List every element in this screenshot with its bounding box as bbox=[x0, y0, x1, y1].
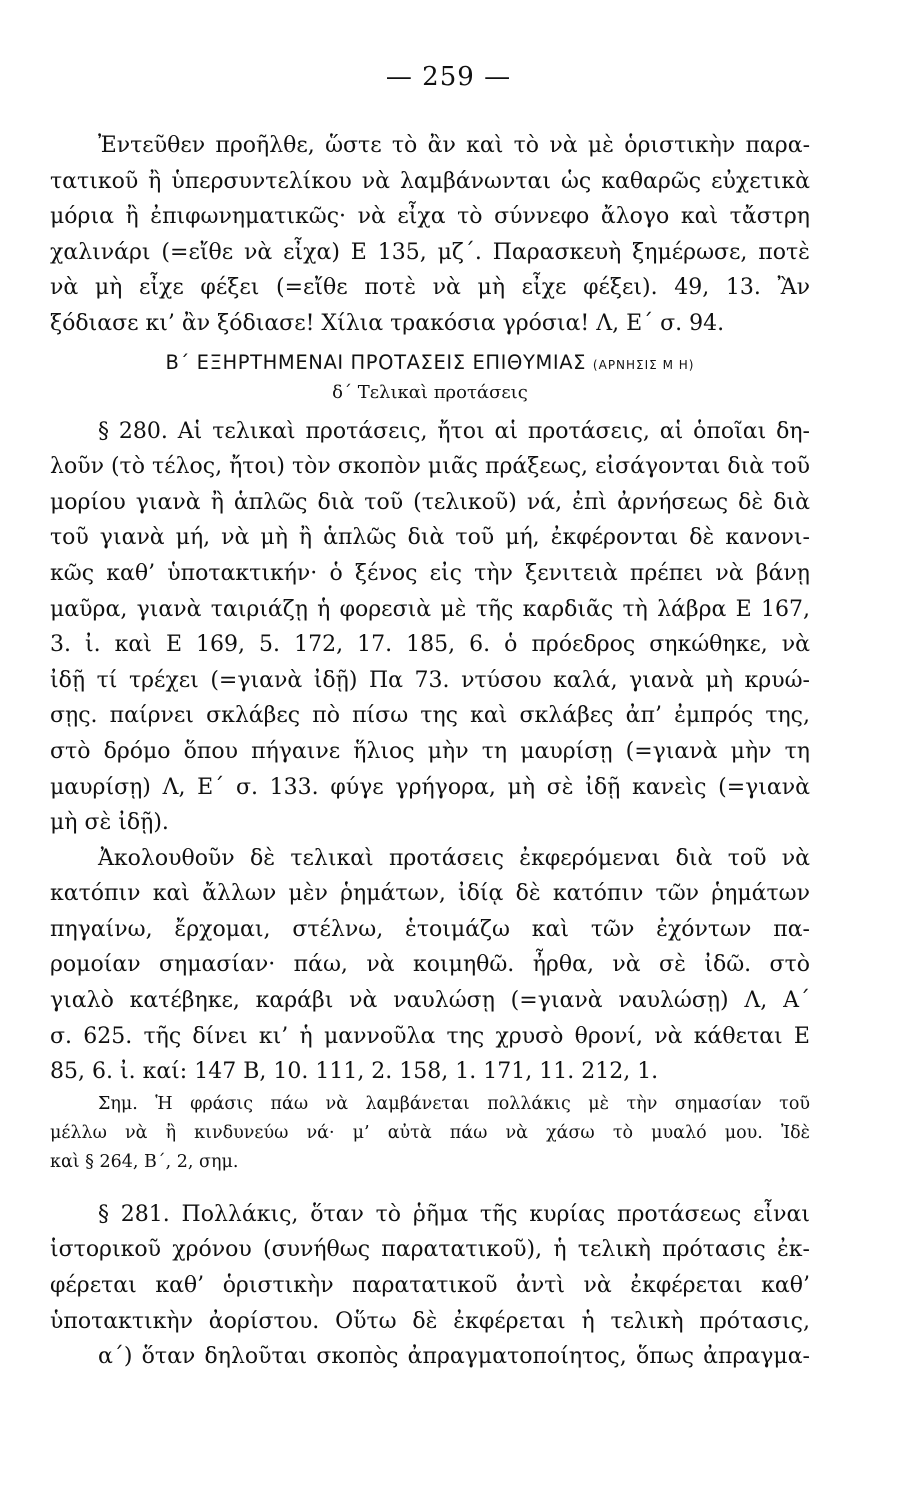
text-line: μέλλω νὰ ἢ κινδυνεύω νά· μ’ αὐτὰ πάω νὰ χάσω τὸ μυαλό μου. Ἰδὲ bbox=[50, 1122, 810, 1143]
text-line: ὑποτακτικὴν ἀορίστου. Οὕτω δὲ ἐκφέρεται ἡ τελικὴ πρότασις, bbox=[50, 1308, 810, 1334]
text-line: στὸ δρόμο ὅπου πήγαινε ἥλιος μὴν τη μαυρίσῃ (=γιανὰ μὴν τη bbox=[50, 738, 810, 764]
text-line: τοῦ γιανὰ μή, νὰ μὴ ἢ ἁπλῶς διὰ τοῦ μή, ἐκφέρονται δὲ κανονι- bbox=[50, 525, 810, 551]
text-line: σ. 625. τῆς δίνει κι’ ἡ μαννοῦλα της χρυσὸ θρονί, νὰ κάθεται Ε bbox=[50, 1023, 810, 1049]
text-line: ἱστορικοῦ χρόνου (συνήθως παρατατικοῦ), ἡ τελικὴ πρότασις ἐκ- bbox=[50, 1237, 810, 1263]
text-line: ρομοίαν σημασίαν· πάω, νὰ κοιμηθῶ. ἦρθα, νὰ σὲ ἰδῶ. στὸ bbox=[50, 952, 810, 978]
text-line: § 281. Πολλάκις, ὅταν τὸ ῥῆμα τῆς κυρίας προτάσεως εἶναι bbox=[98, 1201, 810, 1227]
text-line: μαῦρα, γιανὰ ταιριάζῃ ἡ φορεσιὰ μὲ τῆς καρδιᾶς τὴ λάβρα Ε 167, bbox=[50, 596, 810, 622]
text-line: 3. ἰ. καὶ Ε 169, 5. 172, 17. 185, 6. ὁ πρόεδρος σηκώθηκε, νὰ bbox=[50, 632, 810, 658]
paragraph-281 bbox=[50, 1197, 810, 1375]
text-line: μόρια ἢ ἐπιφωνηματικῶς· νὰ εἶχα τὸ σύννεφο ἄλογο καὶ τἄστρη bbox=[50, 204, 810, 230]
text-line: χαλινάρι (=εἴθε νὰ εἶχα) Ε 135, μζ΄. Παρασκευὴ ξημέρωσε, ποτὲ bbox=[50, 239, 810, 265]
footnote bbox=[50, 1090, 810, 1177]
paragraph-280 bbox=[50, 414, 810, 1090]
text-line: σῃς. παίρνει σκλάβες πὸ πίσω της καὶ σκλάβες ἀπ’ ἐμπρός της, bbox=[50, 703, 810, 729]
text-line: 85, 6. ἰ. καί: 147 Β, 10. 111, 2. 158, 1. 171, 11. 212, 1. bbox=[50, 1059, 659, 1085]
text-line: ξόδιασε κι’ ἂν ξόδιασε! Χίλια τρακόσια γρόσια! Λ, Ε΄ σ. 94. bbox=[50, 310, 725, 336]
subsection-heading: δ΄ Τελικαὶ προτάσεις bbox=[332, 381, 528, 403]
text-line: τατικοῦ ἢ ὑπερσυντελίκου νὰ λαμβάνωνται ὡς καθαρῶς εὐχετικὰ bbox=[50, 168, 810, 194]
section-heading-main: Β΄ ΕΞΗΡΤΗΜΕΝΑΙ ΠΡΟΤΑΣΕΙΣ ΕΠΙΘΥΜΙΑΣ bbox=[165, 350, 587, 374]
text-line: λοῦν (τὸ τέλος, ἤτοι) τὸν σκοπὸν μιᾶς πράξεως, εἰσάγονται διὰ τοῦ bbox=[50, 454, 810, 480]
text-line: Ἀκολουθοῦν δὲ τελικαὶ προτάσεις ἐκφερόμεναι διὰ τοῦ νὰ bbox=[98, 845, 810, 871]
text-line: γιαλὸ κατέβηκε, καράβι νὰ ναυλώσῃ (=γιανὰ ναυλώσῃ) Λ, Α΄ bbox=[50, 988, 810, 1014]
section-heading-note: (ΑΡΝΗΣΙΣ Μ Η) bbox=[592, 357, 695, 372]
text-line: ἰδῇ τί τρέχει (=γιανὰ ἰδῇ) Πα 73. ντύσου καλά, γιανὰ μὴ κρυώ- bbox=[50, 667, 810, 693]
text-line: § 280. Αἱ τελικαὶ προτάσεις, ἤτοι αἱ προτάσεις, αἱ ὁποῖαι δη- bbox=[98, 418, 810, 444]
page-number: — 259 — bbox=[385, 62, 512, 92]
body-text bbox=[50, 128, 810, 1375]
section-heading bbox=[50, 348, 810, 378]
text-line: μορίου γιανὰ ἢ ἁπλῶς διὰ τοῦ (τελικοῦ) νά, ἐπὶ ἀρνήσεως δὲ διὰ bbox=[50, 489, 810, 515]
text-line: μὴ σὲ ἰδῇ). bbox=[50, 810, 169, 836]
text-line: πηγαίνω, ἔρχομαι, στέλνω, ἑτοιμάζω καὶ τῶν ἐχόντων πα- bbox=[50, 916, 810, 942]
paragraph-intro bbox=[50, 128, 810, 342]
text-line: Ἐντεῦθεν προῆλθε, ὥστε τὸ ἂν καὶ τὸ νὰ μὲ ὁριστικὴν παρα- bbox=[98, 133, 810, 158]
text-line: φέρεται καθ’ ὁριστικὴν παρατατικοῦ ἀντὶ νὰ ἐκφέρεται καθ’ bbox=[50, 1273, 810, 1299]
text-line: Σημ. Ἡ φράσις πάω νὰ λαμβάνεται πολλάκις μὲ τὴν σημασίαν τοῦ bbox=[98, 1093, 810, 1114]
text-line: κατόπιν καὶ ἄλλων μὲν ῥημάτων, ἰδίᾳ δὲ κατόπιν τῶν ῥημάτων bbox=[50, 881, 810, 907]
text-line: κῶς καθ’ ὑποτακτικήν· ὁ ξένος εἰς τὴν ξενιτειὰ πρέπει νὰ βάνῃ bbox=[50, 560, 810, 586]
spacer bbox=[50, 1177, 810, 1197]
text-line: νὰ μὴ εἶχε φέξει (=εἴθε ποτὲ νὰ μὴ εἶχε φέξει). 49, 13. Ἂν bbox=[50, 275, 810, 301]
text-line: α΄) ὅταν δηλοῦται σκοπὸς ἀπραγματοποίητος, ὅπως ἀπραγμα- bbox=[98, 1344, 810, 1370]
text-line: καὶ § 264, Β΄, 2, σημ. bbox=[50, 1151, 239, 1172]
text-line: μαυρίσῃ) Λ, Ε΄ σ. 133. φύγε γρήγορα, μὴ σὲ ἰδῇ κανεὶς (=γιανὰ bbox=[50, 774, 810, 800]
